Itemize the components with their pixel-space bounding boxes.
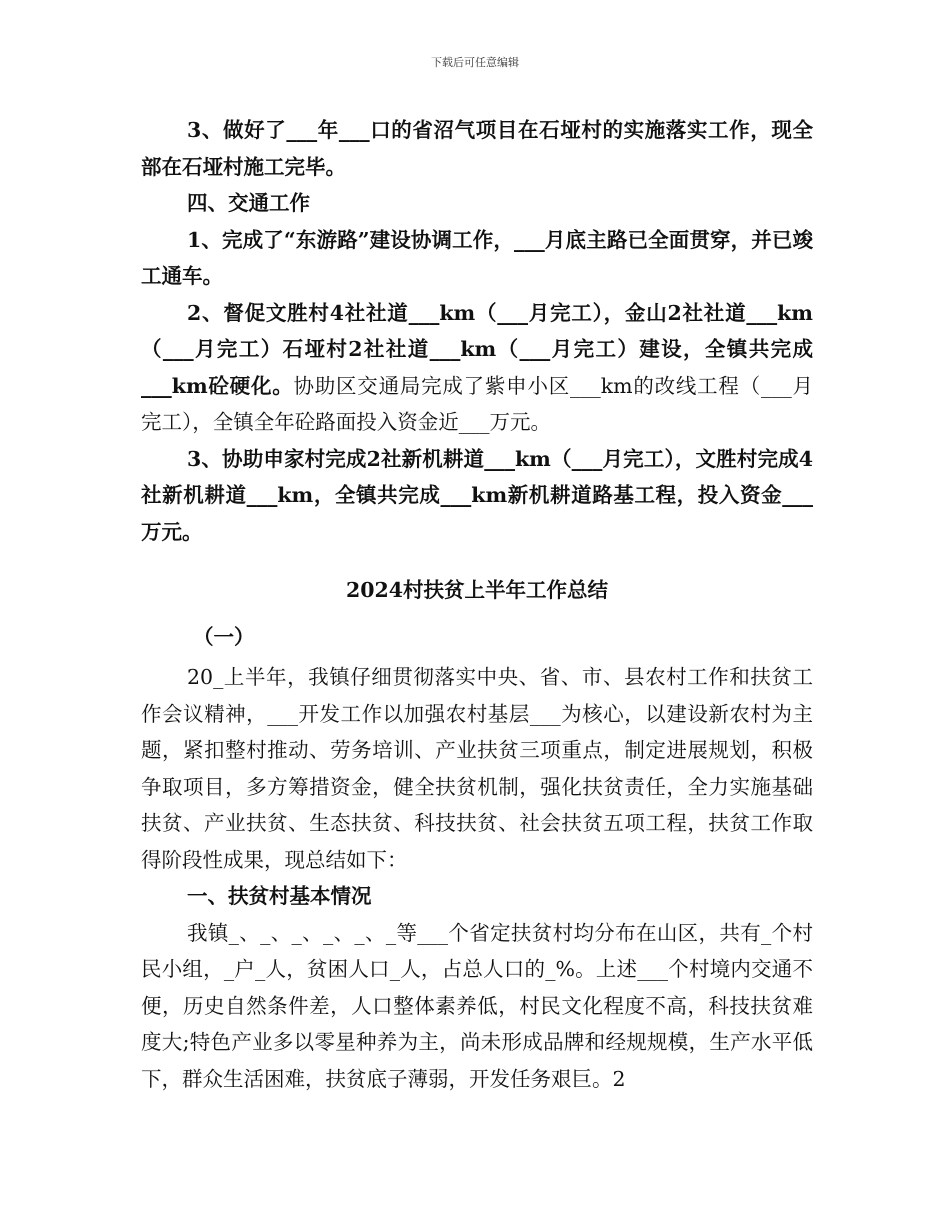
document-title: 2024村扶贫上半年工作总结 — [345, 578, 609, 602]
paragraph-farm-roads: 3、协助申家村完成2社新机耕道___km（___月完工），文胜村完成4社新机耕道___km，全镇共完成___km新机耕道路基工程，投入资金___万元。 — [141, 446, 813, 544]
paragraph-village-roads-normal: 协助区交通局完成了紫申小区___km的改线工程（___月完工），全镇全年砼路面投入资金近___万元。 — [141, 373, 813, 434]
paragraph-basic-situation: 我镇_、_、_、_、_、_等___个省定扶贫村均分布在山区，共有_个村民小组，_户_人，贫困人口_人，占总人口的_%。上述___个村境内交通不便，历史自然条件差，人口整体素养低，村民文化程度不高，科技扶贫难度大;特色产业多以零星种养为主，尚未形成品牌和经规规模，生产水平低下，群众生活困难，扶贫底子薄弱，开发任务艰巨。2 — [141, 920, 813, 1091]
paragraph-village-roads — [141, 295, 813, 441]
paragraph-intro: 20_上半年，我镇仔细贯彻落实中央、省、市、县农村工作和扶贫工作会议精神，___开发工作以加强农村基层___为核心，以建设新农村为主题，紧扣整村推动、劳务培训、产业扶贫三项重点，制定进展规划，积极争取项目，多方筹措资金，健全扶贫机制，强化扶贫责任，全力实施基础扶贫、产业扶贫、生态扶贫、科技扶贫、社会扶贫五项工程，扶贫工作取得阶段性成果，现总结如下： — [141, 665, 813, 872]
section-number: （一） — [193, 624, 255, 649]
page-header: 下载后可任意编辑 — [431, 56, 519, 69]
section-heading-transport: 四、交通工作 — [187, 191, 310, 215]
document-body — [141, 112, 813, 1097]
section-heading-basic-situation: 一、扶贫村基本情况 — [187, 884, 372, 908]
paragraph-biogas: 3、做好了___年___口的省沼气项目在石垭村的实施落实工作，现全部在石垭村施工完毕。 — [141, 118, 813, 179]
paragraph-village-roads-bold: 2、督促文胜村4社社道___km（___月完工），金山2社社道___km（___月完工）石垭村2社社道___km（___月完工）建设，全镇共完成___km砼硬化。 — [141, 300, 813, 398]
paragraph-road-completion: 1、完成了“东游路”建设协调工作，___月底主路已全面贯穿，并已竣工通车。 — [141, 227, 813, 288]
